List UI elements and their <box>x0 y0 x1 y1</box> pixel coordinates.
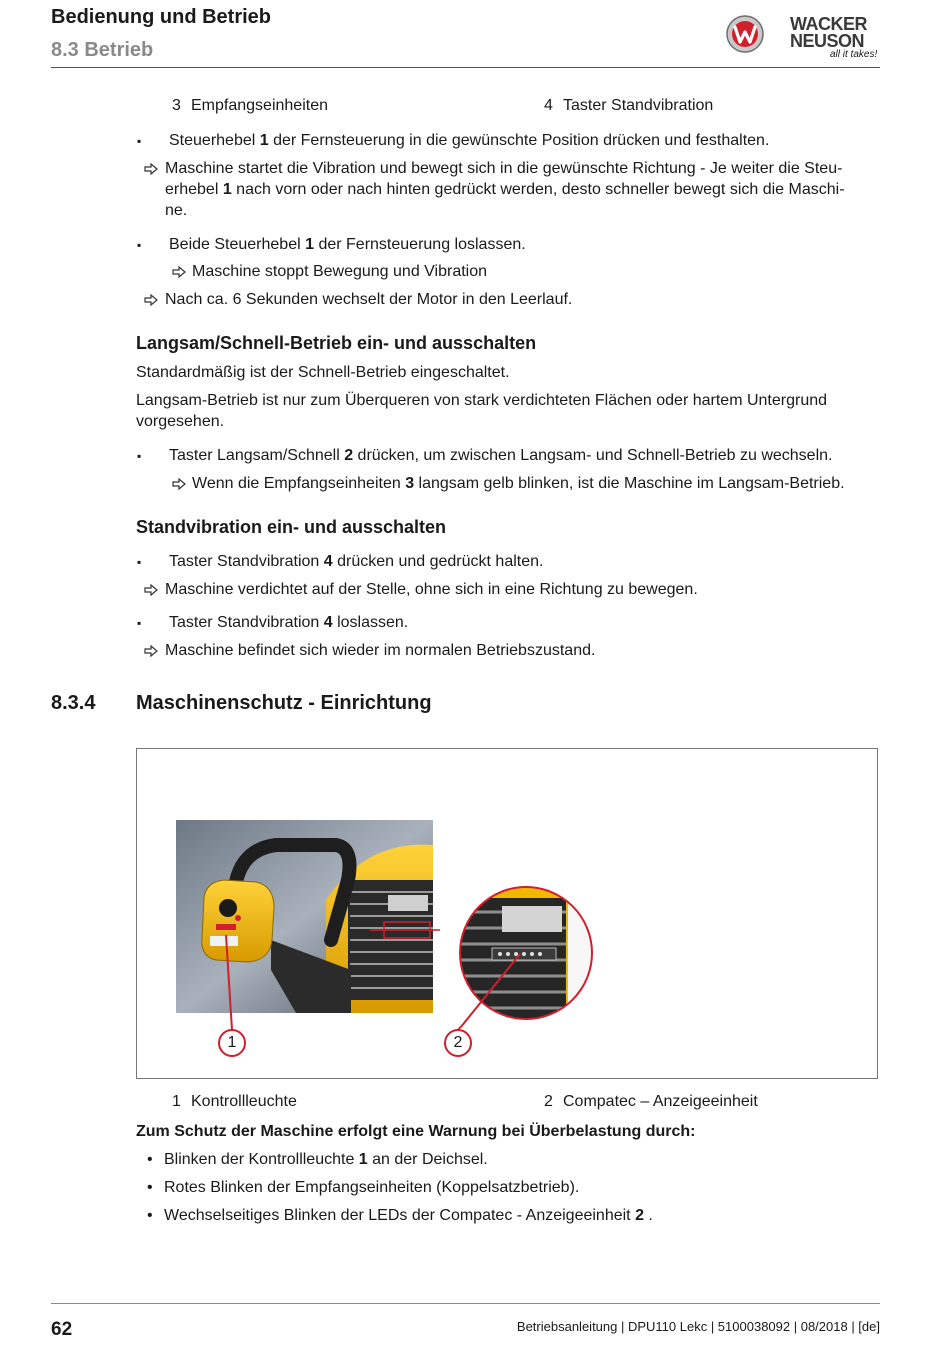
legend-label-1: Kontrollleuchte <box>191 1093 297 1110</box>
result-text: Maschine verdichtet auf der Stelle, ohne sich in eine Richtung zu bewegen. <box>165 581 698 598</box>
step-text: Taster Standvibration 4 loslassen. <box>169 614 409 631</box>
logo-tagline: all it takes! <box>830 49 878 60</box>
result-text: Nach ca. 6 Sekunden wechselt der Motor in den Leerlauf. <box>165 291 573 308</box>
warning-heading: Zum Schutz der Maschine erfolgt eine Warnung bei Überbelastung durch: <box>136 1123 696 1140</box>
footer-doc-info: Betriebsanleitung | DPU110 Lekc | 5100038092 | 08/2018 | [de] <box>516 1319 880 1334</box>
bullet-icon: • <box>147 1151 153 1168</box>
logo-line2: NEUSON <box>790 31 865 51</box>
result-text: ne. <box>165 202 188 219</box>
paragraph: Langsam-Betrieb ist nur zum Überqueren von stark verdichteten Flächen oder hartem Untergrund <box>136 392 828 409</box>
subsection-heading: Langsam/Schnell-Betrieb ein- und ausschalten <box>136 333 537 353</box>
section-title: Maschinenschutz - Einrichtung <box>136 692 432 714</box>
list-item: Wechselseitiges Blinken der LEDs der Compatec - Anzeigeeinheit 2 . <box>164 1207 653 1224</box>
result-text: erhebel 1 nach vorn oder nach hinten gedrückt werden, desto schneller bewegt sich die Maschi- <box>165 181 845 198</box>
paragraph: vorgesehen. <box>136 413 225 430</box>
step-text: Steuerhebel 1 der Fernsteuerung in die gewünschte Position drücken und festhalten. <box>169 132 770 149</box>
bullet-icon: • <box>147 1179 153 1196</box>
result-text: Maschine startet die Vibration und bewegt sich in die gewünschte Richtung - Je weiter die Steu- <box>165 160 843 177</box>
subsection-heading: Standvibration ein- und ausschalten <box>136 517 447 537</box>
legend-label-3: Empfangseinheiten <box>191 97 328 114</box>
step-text: Taster Standvibration 4 drücken und gedrückt halten. <box>169 553 544 570</box>
legend-label-2: Compatec – Anzeigeeinheit <box>563 1093 758 1110</box>
bullet-icon: ▪ <box>137 616 142 630</box>
legend-num-4: 4 <box>544 97 553 114</box>
header-divider <box>51 67 880 68</box>
result-text: Maschine befindet sich wieder im normalen Betriebszustand. <box>165 642 596 659</box>
bullet-icon: ▪ <box>137 449 142 463</box>
list-item: Rotes Blinken der Empfangseinheiten (Koppelsatzbetrieb). <box>164 1179 580 1196</box>
result-arrow-icon <box>144 645 158 657</box>
callout-leaders <box>200 880 460 1040</box>
legend-num-1: 1 <box>172 1093 181 1110</box>
callout-2: 2 <box>444 1029 472 1057</box>
paragraph: Standardmäßig ist der Schnell-Betrieb eingeschaltet. <box>136 364 510 381</box>
step-text: Beide Steuerhebel 1 der Fernsteuerung loslassen. <box>169 236 526 253</box>
logo-line1: WACKER <box>790 14 867 34</box>
header-title: Bedienung und Betrieb <box>51 6 271 28</box>
result-arrow-icon <box>172 266 186 278</box>
callout-leader-2 <box>440 940 540 1040</box>
result-arrow-icon <box>144 163 158 175</box>
footer-divider <box>51 1303 880 1304</box>
bullet-icon: • <box>147 1207 153 1224</box>
section-number: 8.3.4 <box>51 692 96 714</box>
legend-num-2: 2 <box>544 1093 553 1110</box>
result-arrow-icon <box>144 294 158 306</box>
bullet-icon: ▪ <box>137 134 142 148</box>
result-text: Wenn die Empfangseinheiten 3 langsam gelb blinken, ist die Maschine im Langsam-Betrieb. <box>192 475 845 492</box>
bullet-icon: ▪ <box>137 555 142 569</box>
bullet-icon: ▪ <box>137 238 142 252</box>
page-number: 62 <box>51 1319 73 1340</box>
step-text: Taster Langsam/Schnell 2 drücken, um zwischen Langsam- und Schnell-Betrieb zu wechseln. <box>169 447 833 464</box>
wacker-neuson-logo-icon <box>726 15 764 53</box>
result-text: Maschine stoppt Bewegung und Vibration <box>192 263 488 280</box>
legend-label-4: Taster Standvibration <box>563 97 714 114</box>
legend-num-3: 3 <box>172 97 181 114</box>
result-arrow-icon <box>144 584 158 596</box>
logo-wordmark <box>790 16 867 50</box>
list-item: Blinken der Kontrollleuchte 1 an der Deichsel. <box>164 1151 488 1168</box>
result-arrow-icon <box>172 478 186 490</box>
header-section: 8.3 Betrieb <box>51 39 154 61</box>
callout-1: 1 <box>218 1029 246 1057</box>
